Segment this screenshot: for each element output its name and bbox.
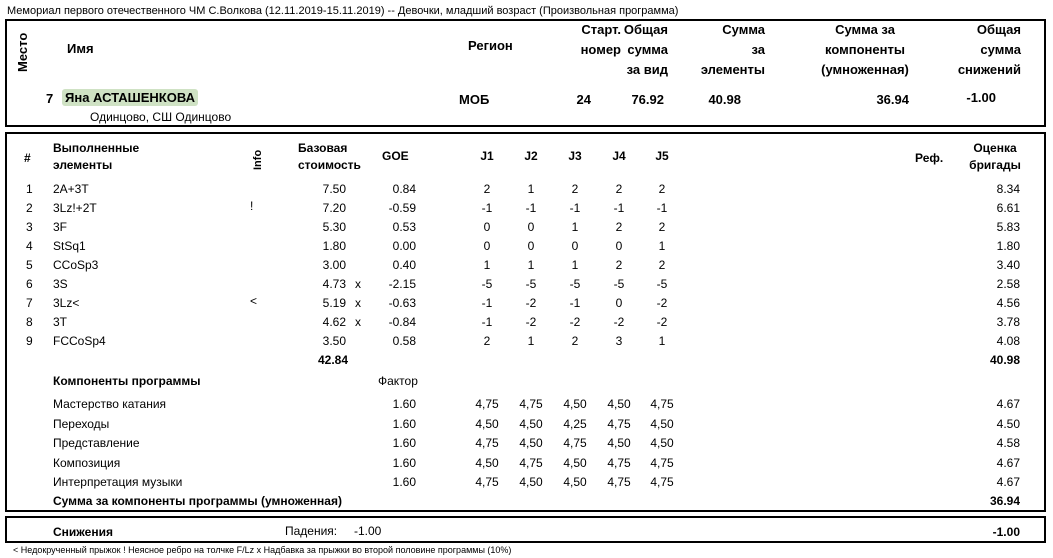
element-judge-score: -5	[569, 277, 581, 291]
element-judge-score: -1	[481, 201, 493, 215]
element-bonus-mark: x	[355, 296, 361, 310]
element-goe: 0.40	[392, 258, 416, 272]
component-panel-score: 4.50	[996, 416, 1020, 431]
component-name: Представление	[53, 436, 140, 450]
judge-header: J2	[524, 149, 538, 163]
component-factor: 1.60	[392, 397, 416, 411]
component-factor: 1.60	[392, 436, 416, 450]
element-judge-score: 2	[658, 258, 666, 272]
element-code: StSq1	[53, 239, 86, 253]
element-panel-score: 1.80	[996, 239, 1020, 253]
total-score-header: Общая сумма за вид	[623, 22, 668, 77]
component-panel-score: 4.67	[996, 475, 1020, 489]
element-base-value: 4.62	[322, 315, 346, 329]
components-total-label: Сумма за компоненты программы (умноженная)	[53, 494, 342, 508]
judge-header: J3	[568, 149, 582, 163]
event-title: Мемориал первого отечественного ЧМ С.Волкова (12.11.2019-15.11.2019) -- Девочки, младший возраст (Произвольная программа)	[7, 5, 679, 17]
component-panel-score: 4.67	[996, 455, 1020, 470]
element-judge-score: 2	[571, 182, 579, 196]
element-base-value: 3.00	[322, 258, 346, 272]
element-base-value: 7.50	[322, 182, 346, 196]
element-panel-score: 3.40	[996, 258, 1020, 272]
element-number: 2	[26, 201, 33, 215]
skater-elements-score: 40.98	[708, 92, 741, 107]
component-judge-score: 4,75	[519, 455, 543, 470]
skater-components-score: 36.94	[876, 92, 909, 107]
element-code: 3T	[53, 315, 68, 329]
component-judge-score: 4,75	[650, 455, 674, 470]
legend-footnote: < Недокрученный прыжок ! Неясное ребро на толчке F/Lz x Надбавка за прыжки во второй половине программы (10%)	[13, 545, 512, 555]
element-panel-score: 4.08	[996, 334, 1020, 348]
start-number-header: Старт. номер	[580, 22, 621, 57]
element-code: 3S	[53, 277, 68, 291]
skater-start-number: 24	[576, 92, 591, 107]
deductions-label: Снижения	[53, 525, 113, 539]
element-judge-score: -5	[481, 277, 493, 291]
element-judge-score: -2	[525, 296, 537, 310]
element-judge-score: 0	[615, 296, 623, 310]
element-judge-score: -5	[656, 277, 668, 291]
component-judge-score: 4,75	[607, 455, 631, 470]
element-goe: 0.58	[392, 334, 416, 348]
element-judge-score: -1	[656, 201, 668, 215]
judge-header: J1	[480, 149, 494, 163]
element-judge-score: 2	[615, 220, 623, 234]
element-panel-score: 5.83	[996, 220, 1020, 234]
element-judge-score: -5	[613, 277, 625, 291]
element-panel-score: 2.58	[996, 277, 1020, 291]
element-judge-score: 2	[483, 334, 491, 348]
element-judge-score: 2	[615, 258, 623, 272]
element-goe: 0.84	[392, 182, 416, 196]
panel-score-header: Оценка бригады	[969, 141, 1021, 172]
skater-name: Яна АСТАШЕНКОВА	[62, 90, 198, 105]
skater-deductions: -1.00	[966, 90, 996, 105]
component-panel-score: 4.58	[996, 436, 1020, 450]
element-judge-score: -1	[613, 201, 625, 215]
components-score-header: Сумма за компоненты (умноженная)	[821, 22, 909, 77]
num-header: #	[24, 151, 31, 165]
component-judge-score: 4,50	[563, 475, 587, 489]
deductions-total: -1.00	[992, 525, 1020, 539]
skater-club: Одинцово, СШ Одинцово	[90, 110, 232, 124]
component-judge-score: 4,50	[650, 436, 674, 450]
element-code: FCCoSp4	[53, 334, 106, 348]
element-number: 8	[26, 315, 33, 329]
component-judge-score: 4,75	[650, 397, 674, 411]
element-panel-score: 3.78	[996, 315, 1020, 329]
referee-header: Реф.	[915, 151, 944, 165]
element-goe: 0.53	[392, 220, 416, 234]
element-goe: -2.15	[388, 277, 416, 291]
component-judge-score: 4,75	[519, 397, 543, 411]
component-panel-score: 4.67	[996, 397, 1020, 411]
element-judge-score: -1	[481, 315, 493, 329]
base-value-header: Базовая стоимость	[298, 141, 361, 172]
component-judge-score: 4,75	[607, 475, 631, 489]
element-code: CCoSp3	[53, 258, 99, 272]
element-code: 3F	[53, 220, 68, 234]
element-judge-score: -2	[525, 315, 537, 329]
element-code: 3Lz<	[53, 296, 80, 310]
component-judge-score: 4,75	[650, 475, 674, 489]
element-base-value: 7.20	[322, 201, 346, 215]
component-judge-score: 4,75	[475, 436, 499, 450]
element-code: 3Lz!+2T	[53, 201, 97, 215]
element-judge-score: 1	[658, 239, 666, 253]
skater-place: 7	[46, 91, 54, 106]
element-number: 9	[26, 334, 33, 348]
element-base-value: 5.30	[322, 220, 346, 234]
element-goe: -0.59	[388, 201, 416, 215]
element-judge-score: 2	[483, 182, 491, 196]
element-base-value: 3.50	[322, 334, 346, 348]
component-judge-score: 4,50	[519, 416, 543, 431]
judge-header: J5	[655, 149, 669, 163]
components-title: Компоненты программы	[53, 374, 201, 388]
element-judge-score: 2	[658, 182, 666, 196]
component-judge-score: 4,75	[475, 475, 499, 489]
element-bonus-mark: x	[355, 315, 361, 329]
element-judge-score: 2	[571, 334, 579, 348]
element-number: 7	[26, 296, 33, 310]
elements-base-total: 42.84	[317, 353, 348, 367]
element-judge-score: -2	[569, 315, 581, 329]
element-judge-score: 0	[615, 239, 623, 253]
element-judge-score: 1	[571, 220, 579, 234]
element-panel-score: 8.34	[996, 182, 1020, 196]
executed-elements-header: Выполненные элементы	[53, 141, 140, 172]
component-factor: 1.60	[392, 416, 416, 431]
component-name: Интерпретация музыки	[53, 475, 183, 489]
component-judge-score: 4,50	[475, 416, 499, 431]
element-bonus-mark: x	[355, 277, 361, 291]
element-judge-score: 0	[527, 239, 535, 253]
element-number: 4	[26, 239, 33, 253]
element-judge-score: 1	[527, 182, 535, 196]
element-judge-score: 0	[571, 239, 579, 253]
element-judge-score: 1	[658, 334, 666, 348]
component-name: Композиция	[53, 455, 121, 470]
component-judge-score: 4,50	[519, 475, 543, 489]
elements-score-total: 40.98	[989, 353, 1020, 367]
element-goe: 0.00	[392, 239, 416, 253]
element-judge-score: 3	[615, 334, 623, 348]
element-judge-score: -2	[656, 296, 668, 310]
place-column-header: Место	[15, 32, 30, 72]
element-judge-score: 0	[483, 239, 491, 253]
component-judge-score: 4,75	[607, 416, 631, 431]
deductions-header: Общая сумма снижений	[957, 22, 1021, 77]
element-judge-score: 1	[571, 258, 579, 272]
element-goe: -0.63	[388, 296, 416, 310]
element-base-value: 4.73	[322, 277, 346, 291]
element-judge-score: -5	[525, 277, 537, 291]
element-judge-score: -1	[525, 201, 537, 215]
judge-header: J4	[612, 149, 626, 163]
element-number: 6	[26, 277, 33, 291]
element-judge-score: 0	[483, 220, 491, 234]
element-judge-score: 2	[658, 220, 666, 234]
elements-score-header: Сумма за элементы	[700, 22, 765, 77]
info-header: Info	[252, 149, 264, 170]
component-judge-score: 4,50	[607, 397, 631, 411]
element-base-value: 5.19	[322, 296, 346, 310]
element-judge-score: 1	[483, 258, 491, 272]
element-info: !	[250, 199, 254, 213]
factor-header: Фактор	[378, 374, 418, 388]
element-judge-score: 0	[527, 220, 535, 234]
component-judge-score: 4,50	[475, 455, 499, 470]
region-column-header: Регион	[468, 38, 513, 53]
component-judge-score: 4,75	[475, 397, 499, 411]
element-panel-score: 6.61	[996, 201, 1020, 215]
element-judge-score: -1	[569, 201, 581, 215]
element-goe: -0.84	[388, 315, 416, 329]
element-judge-score: 1	[527, 258, 535, 272]
falls-value: -1.00	[354, 524, 382, 538]
element-info: <	[250, 294, 258, 308]
element-judge-score: -1	[481, 296, 493, 310]
element-code: 2A+3T	[53, 182, 89, 196]
element-base-value: 1.80	[322, 239, 346, 253]
element-judge-score: 1	[527, 334, 535, 348]
element-judge-score: -2	[613, 315, 625, 329]
component-judge-score: 4,75	[563, 436, 587, 450]
component-judge-score: 4,25	[563, 416, 587, 431]
component-judge-score: 4,50	[519, 436, 543, 450]
component-name: Переходы	[53, 416, 110, 431]
element-judge-score: -1	[569, 296, 581, 310]
component-judge-score: 4,50	[563, 455, 587, 470]
component-name: Мастерство катания	[53, 397, 167, 411]
component-judge-score: 4,50	[607, 436, 631, 450]
deductions-box	[5, 516, 1046, 543]
element-number: 5	[26, 258, 33, 272]
component-judge-score: 4,50	[563, 397, 587, 411]
skater-region: МОБ	[459, 92, 490, 107]
element-number: 3	[26, 220, 33, 234]
components-total-score: 36.94	[989, 494, 1020, 508]
skater-total-score: 76.92	[631, 92, 664, 107]
element-judge-score: -2	[656, 315, 668, 329]
element-panel-score: 4.56	[996, 296, 1020, 310]
goe-header: GOE	[382, 149, 409, 163]
component-judge-score: 4,50	[650, 416, 674, 431]
falls-label: Падения:	[285, 524, 338, 538]
element-judge-score: 2	[615, 182, 623, 196]
component-factor: 1.60	[392, 455, 416, 470]
element-number: 1	[26, 182, 33, 196]
name-column-header: Имя	[67, 41, 94, 56]
component-factor: 1.60	[392, 475, 416, 489]
